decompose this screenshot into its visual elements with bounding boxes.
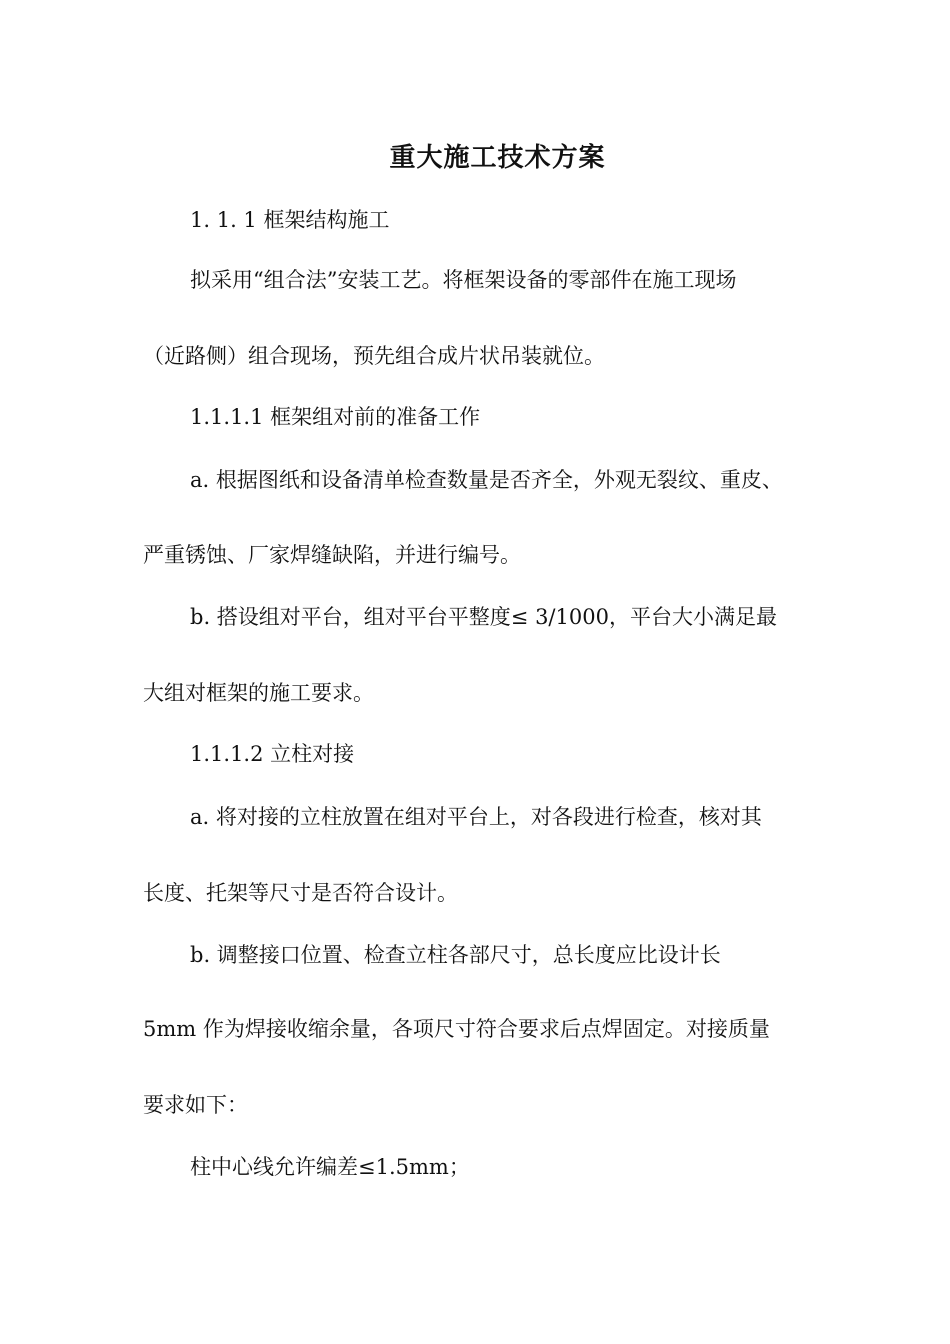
subsection-heading: 1.1.1.1 框架组对前的准备工作 bbox=[190, 405, 481, 429]
paragraph-line: （近路侧）组合现场，预先组合成片状吊装就位。 bbox=[143, 344, 605, 368]
paragraph-line: 柱中心线允许编差≤1.5mm； bbox=[190, 1155, 470, 1179]
paragraph-line: 严重锈蚀、厂家焊缝缺陷，并进行编号。 bbox=[143, 543, 521, 567]
list-item: a. 将对接的立柱放置在组对平台上，对各段进行检查，核对其 bbox=[190, 805, 762, 829]
list-item: b. 搭设组对平台，组对平台平整度≤ 3/1000，平台大小满足最 bbox=[190, 605, 777, 629]
section-heading: 1. 1. 1 框架结构施工 bbox=[190, 208, 390, 232]
paragraph-line: 长度、托架等尺寸是否符合设计。 bbox=[143, 881, 458, 905]
list-item: a. 根据图纸和设备清单检查数量是否齐全，外观无裂纹、重皮、 bbox=[190, 468, 783, 492]
list-item: b. 调整接口位置、检查立柱各部尺寸，总长度应比设计长 bbox=[190, 943, 721, 967]
paragraph-line: 要求如下： bbox=[143, 1093, 248, 1117]
subsection-heading: 1.1.1.2 立柱对接 bbox=[190, 742, 355, 766]
paragraph-line: 5mm 作为焊接收缩余量，各项尺寸符合要求后点焊固定。对接质量 bbox=[143, 1017, 770, 1041]
paragraph-line: 拟采用“组合法”安装工艺。将框架设备的零部件在施工现场 bbox=[190, 268, 737, 292]
document-title: 重大施工技术方案 bbox=[389, 143, 606, 173]
paragraph-line: 大组对框架的施工要求。 bbox=[143, 681, 374, 705]
